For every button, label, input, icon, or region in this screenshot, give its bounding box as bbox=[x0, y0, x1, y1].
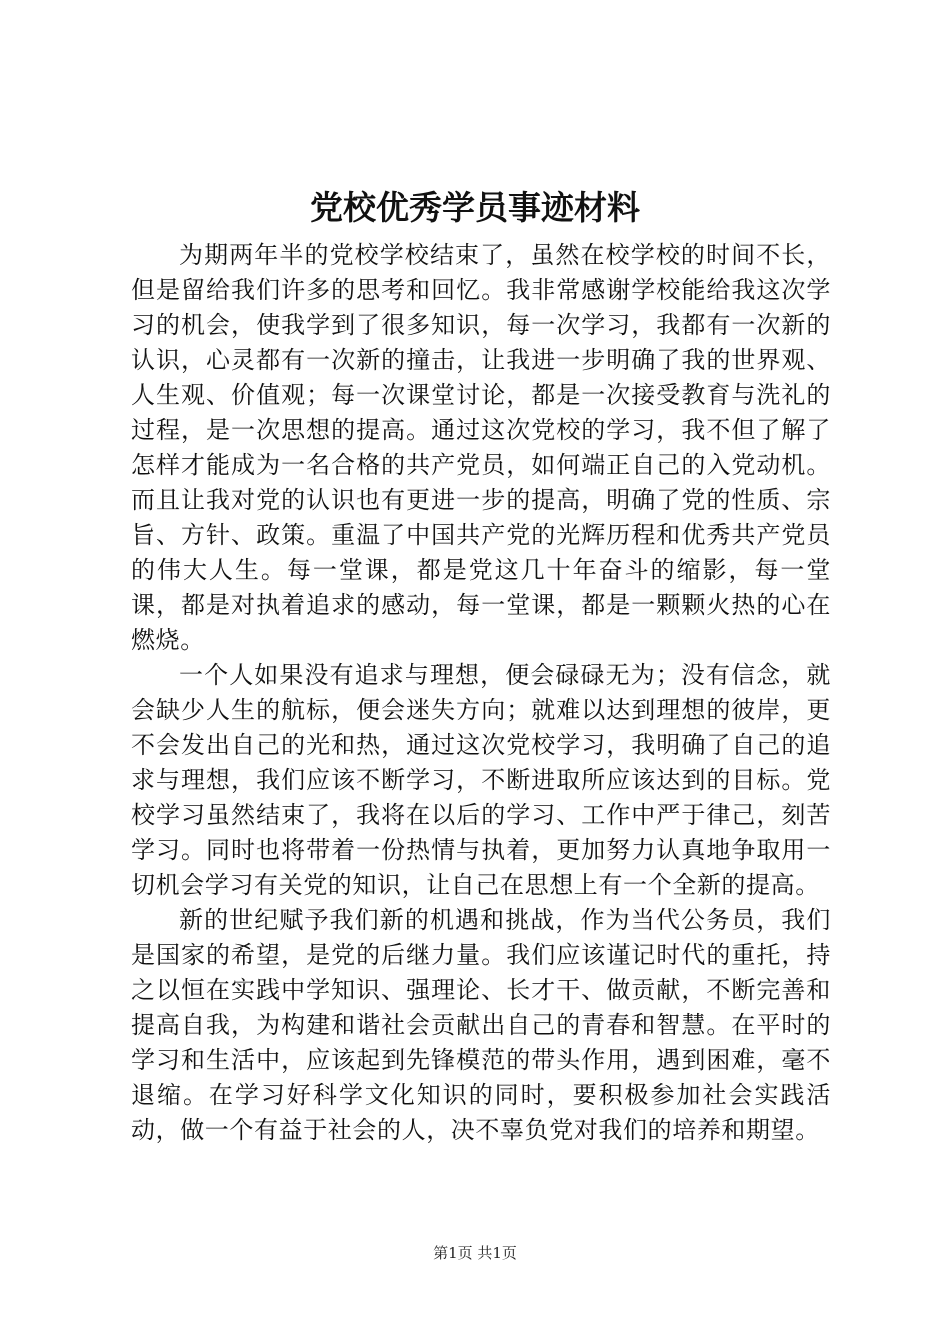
paragraph-2: 一个人如果没有追求与理想，便会碌碌无为；没有信念，就会缺少人生的航标，便会迷失方向；就难以达到理想的彼岸，更不会发出自己的光和热，通过这次党校学习，我明确了自己的追求与理想，我们应该不断学习，不断进取所应该达到的目标。党校学习虽然结束了，我将在以后的学习、工作中严于律己，刻苦学习。同时也将带着一份热情与执着，更加努力认真地争取用一切机会学习有关党的知识，让自己在思想上有一个全新的提高。 bbox=[131, 661, 831, 899]
page-footer: 第1页 共1页 bbox=[433, 1244, 517, 1262]
document-title: 党校优秀学员事迹材料 bbox=[310, 188, 640, 227]
document-body bbox=[131, 238, 831, 1148]
paragraph-3: 新的世纪赋予我们新的机遇和挑战，作为当代公务员，我们是国家的希望，是党的后继力量。我们应该谨记时代的重托，持之以恒在实践中学知识、强理论、长才干、做贡献，不断完善和提高自我，为构建和谐社会贡献出自己的青春和智慧。在平时的学习和生活中，应该起到先锋模范的带头作用，遇到困难，毫不退缩。在学习好科学文化知识的同时，要积极参加社会实践活动，做一个有益于社会的人，决不辜负党对我们的培养和期望。 bbox=[131, 906, 831, 1144]
paragraph-1: 为期两年半的党校学校结束了，虽然在校学校的时间不长，但是留给我们许多的思考和回忆。我非常感谢学校能给我这次学习的机会，使我学到了很多知识，每一次学习，我都有一次新的认识，心灵都有一次新的撞击，让我进一步明确了我的世界观、人生观、价值观；每一次课堂讨论，都是一次接受教育与洗礼的过程，是一次思想的提高。通过这次党校的学习，我不但了解了怎样才能成为一名合格的共产党员，如何端正自己的入党动机。而且让我对党的认识也有更进一步的提高，明确了党的性质、宗旨、方针、政策。重温了中国共产党的光辉历程和优秀共产党员的伟大人生。每一堂课，都是党这几十年奋斗的缩影，每一堂课，都是对执着追求的感动，每一堂课，都是一颗颗火热的心在燃烧。 bbox=[131, 241, 831, 654]
